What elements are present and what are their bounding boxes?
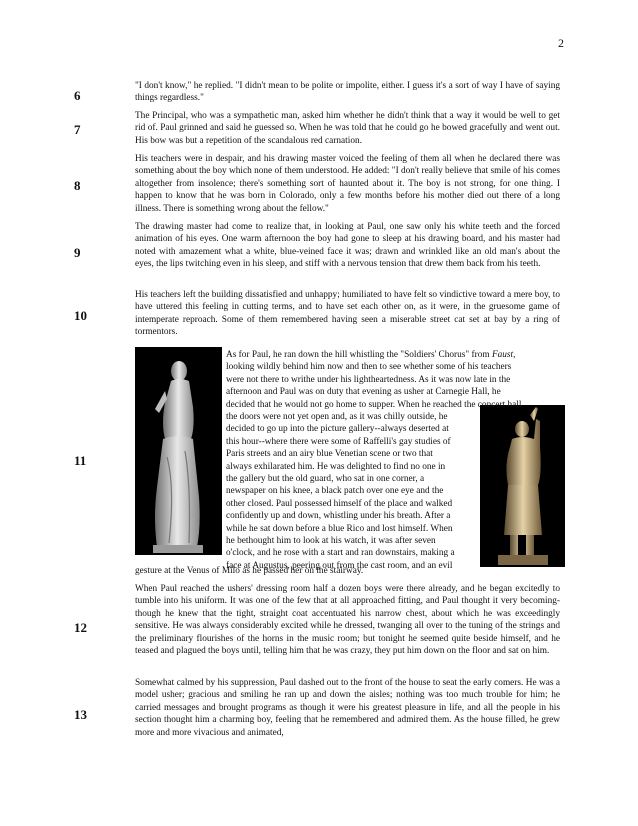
paragraph-text: The drawing master had come to realize that, in looking at Paul, one saw only his white teeth and the forced animation of his eyes. One warm afternoon the boy had gone to sleep at his drawing board, and his master had noted with amazement what a white, blue-veined face it was; drawn and wrinkled like an old man's about the eyes, the lips twitching even in his sleep, and stiff with a nervous tension that drew them back from his teeth. <box>135 222 560 270</box>
text-line: the gallery but the old guard, who sat in one corner, a <box>226 474 425 485</box>
paragraph-text: Somewhat calmed by his suppression, Paul dashed out to the front of the house to seat the early comers. He was a model usher; gracious and smiling he ran up and down the aisles; nothing was too much trouble for him; he carried messages and brought programs as though it were his greatest pleasure in life, and all the people in his section thought him a charming boy, feeling that he remembered and admired them. As the house filled, he grew more and more vivacious and animated, <box>135 678 560 738</box>
text-line: o'clock, and he rose with a start and ran downstairs, making a <box>226 548 455 559</box>
text-line: were not there to writhe under his lightheartedness. As it was now late in the <box>226 374 511 385</box>
text-line: newspaper on his knee, a black patch over one eye and the <box>226 486 444 497</box>
text-line: afternoon and Paul was on duty that evening as usher at Carnegie Hall, he <box>226 387 501 398</box>
paragraph-text-part-b <box>226 411 481 572</box>
paragraph-text: His teachers were in despair, and his drawing master voiced the feeling of them all when he declared there was something about the boy which none of them understood. He added: "I don't really believe that smile of his comes altogether from insolence; there's something sort of haunted about it. The boy is not strong, for one thing. I happen to know that he was born in Colorado, only a few months before his mother died out there of a long illness. There is something wrong about the fellow." <box>135 154 560 214</box>
text-line: always exhilarated him. He was delighted to find no one in <box>226 461 446 472</box>
text-line: decided to go up into the picture gallery--always deserted at <box>226 424 449 435</box>
text-line: As for Paul, he ran down the hill whistling the "Soldiers' Chorus" from <box>226 350 492 360</box>
text-line: Paris streets and an airy blue Venetian scene or two that <box>226 449 433 460</box>
paragraph-number: 6 <box>74 88 81 103</box>
text-line: face at Augustus, peering out from the cast room, and an evil <box>226 560 453 571</box>
italic-title: Faust <box>491 350 514 360</box>
text-line: looking wildly behind him now and then to see whether some of his teachers <box>226 362 512 373</box>
paragraph-text-part-a <box>226 349 556 411</box>
paragraph-number: 9 <box>74 245 81 260</box>
text-line: , <box>513 350 516 360</box>
text-line: this hour--where there were some of Raffelli's gay studies of <box>226 436 451 447</box>
paragraph-number: 10 <box>74 308 87 323</box>
venus-de-milo-statue-image <box>135 347 222 555</box>
paragraph-text-last-line: gesture at the Venus of Milo as he passed her on the stairway. <box>135 566 364 576</box>
paragraph-number: 7 <box>74 122 81 137</box>
text-line: confidently up and down, whistling under his breath. After a <box>226 511 451 522</box>
paragraph-number: 11 <box>74 453 87 468</box>
augustus-statue-image <box>480 405 565 567</box>
paragraph-text: "I don't know," he replied. "I didn't mean to be polite or impolite, either. I guess it's a sort of way I have of saying things regardless." <box>135 81 560 104</box>
paragraph-number: 12 <box>74 620 87 635</box>
text-line: decided that he would not go home to supper. When he reached the concert hall <box>226 399 522 410</box>
text-line: the doors were not yet open and, as it was chilly outside, he <box>226 412 448 422</box>
text-line: he bethought him to look at his watch, it was after seven <box>226 536 436 547</box>
paragraph-number: 8 <box>74 178 81 193</box>
text-line: while he sat down before a blue Rico and lost himself. When <box>226 523 453 534</box>
paragraph-number: 13 <box>74 707 87 722</box>
page-number: 2 <box>558 36 564 50</box>
paragraph-text: The Principal, who was a sympathetic man, asked him whether he didn't think that a way it would be well to get rid of. Paul grinned and said he guessed so. When he was told that he could go he bowed gracefully and went out. His bow was but a repetition of the scandalous red carnation. <box>135 111 560 146</box>
paragraph-text: When Paul reached the ushers' dressing room half a dozen boys were there already, and he began excitedly to tumble into his uniform. It was one of the few that at all approached fitting, and Paul thought it very becoming- though he knew that the tight, straight coat accentuated his narrow chest, about which he was exceedingly sensitive. He was always considerably excited while he dressed, twanging all over to the tuning of the strings and the preliminary flourishes of the horns in the music room; but tonight he seemed quite beside himself, and he teased and plagued the boys until, telling him that he was crazy, they put him down on the floor and sat on him. <box>135 584 560 657</box>
paragraph-11 <box>0 345 638 580</box>
paragraph-text: His teachers left the building dissatisfied and unhappy; humiliated to have felt so vindictive toward a mere boy, to have uttered this feeling in cutting terms, and to have set each other on, as it were, in the gruesome game of intemperate reproach. Some of them remembered having seen a miserable street cat set at bay by a ring of tormentors. <box>135 290 560 338</box>
text-line: other closed. Paul possessed himself of the place and walked <box>226 498 453 509</box>
